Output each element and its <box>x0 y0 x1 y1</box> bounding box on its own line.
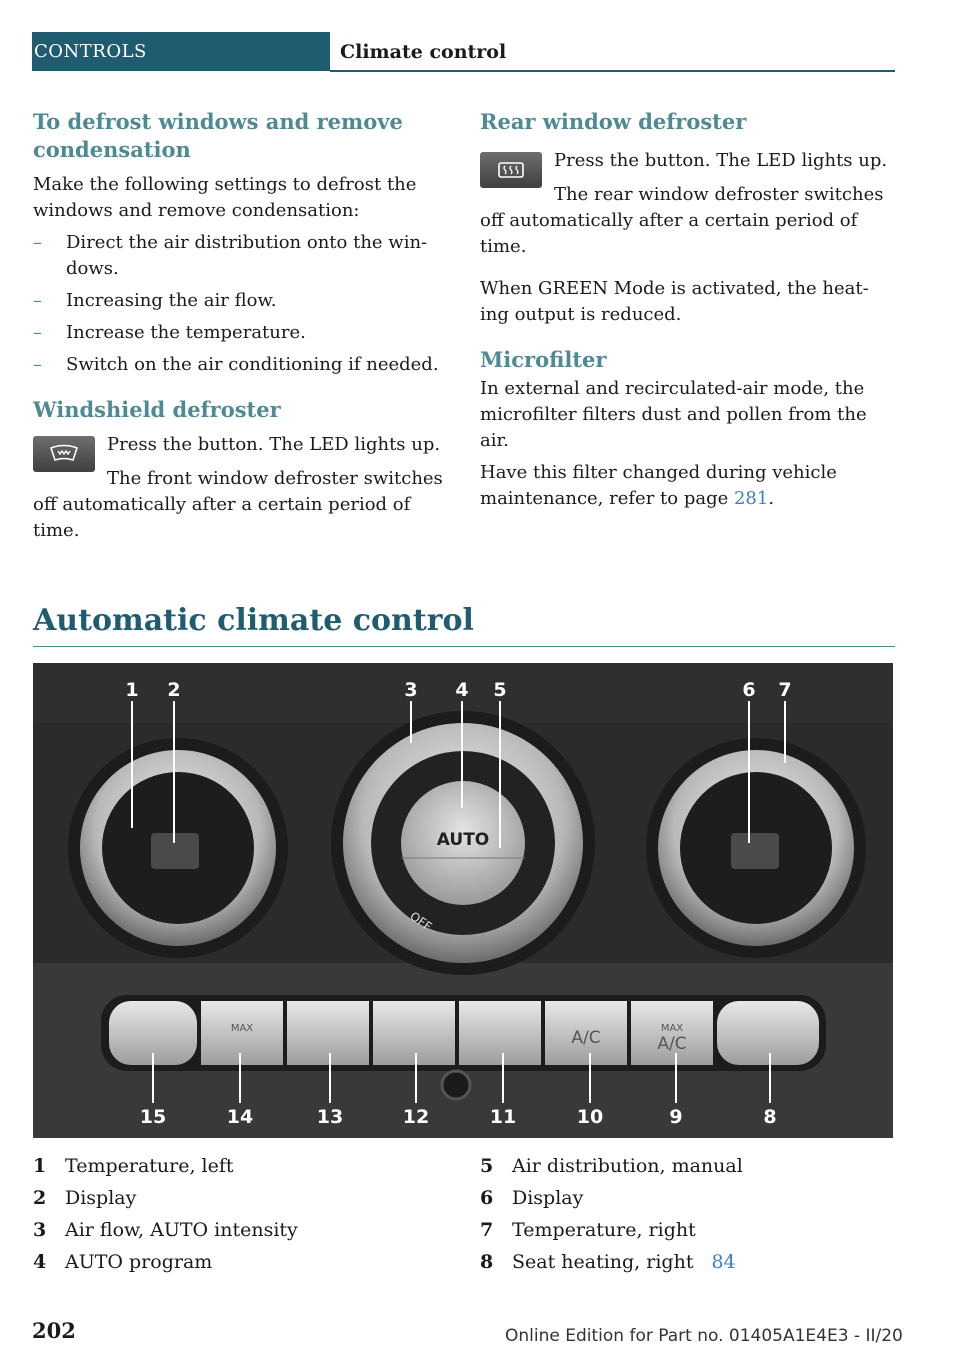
legend-item: 8 Seat heating, right 84 <box>480 1246 743 1278</box>
callout-13: 13 <box>316 1106 344 1128</box>
footer-text: Online Edition for Part no. 01405A1E4E3 - II/20 <box>505 1326 903 1346</box>
list-item: – Switch on the air conditioning if needed. <box>33 352 453 378</box>
callout-5: 5 <box>493 679 507 701</box>
callout-11: 11 <box>489 1106 517 1128</box>
legend-item: 6 Display <box>480 1187 584 1209</box>
legend-right <box>480 1150 743 1278</box>
page-link-281[interactable]: 281 <box>733 488 769 509</box>
left-temperature-knob <box>68 738 288 958</box>
defrost-intro: Make the following settings to defrost the windows and remove condensation: <box>33 174 417 221</box>
rear-line1: Press the button. The LED lights up. <box>554 150 888 171</box>
callout-3: 3 <box>404 679 418 701</box>
right-column <box>480 108 900 518</box>
legend-item: 3 Air flow, AUTO intensity <box>33 1219 298 1241</box>
legend-item: 1 Temperature, left <box>33 1155 234 1177</box>
windshield-defroster-icon <box>33 436 95 472</box>
defrost-heading: To defrost windows and remove condensation <box>33 109 403 162</box>
list-item: – Increasing the air flow. <box>33 288 453 314</box>
dash-icon: – <box>33 290 42 311</box>
green-mode-note: When GREEN Mode is activated, the heat‐ ing output is reduced. <box>480 278 869 325</box>
microfilter-p2: Have this filter changed during vehicle maintenance, refer to page 281. <box>480 462 837 509</box>
windshield-heading: Windshield defroster <box>33 397 281 422</box>
section-rule <box>33 646 895 647</box>
legend-item: 4 AUTO program <box>33 1251 213 1273</box>
dash-icon: – <box>33 354 42 375</box>
svg-text:OFF: OFF <box>407 908 435 934</box>
callout-10: 10 <box>576 1106 604 1128</box>
legend-item: 7 Temperature, right <box>480 1219 696 1241</box>
legend-item: 2 Display <box>33 1187 137 1209</box>
rear-heading: Rear window defroster <box>480 109 747 134</box>
left-column <box>33 108 453 550</box>
rear-defroster-icon <box>480 152 542 188</box>
callout-15: 15 <box>139 1106 167 1128</box>
callout-4: 4 <box>455 679 469 701</box>
legend-item: 5 Air distribution, manual <box>480 1155 743 1177</box>
callout-8: 8 <box>763 1106 777 1128</box>
list-item: – Direct the air distribution onto the win‐ dows. <box>33 232 428 279</box>
defrost-steps <box>33 230 453 378</box>
callout-9: 9 <box>669 1106 683 1128</box>
callout-14: 14 <box>226 1106 254 1128</box>
svg-text:MAX: MAX <box>230 1023 254 1034</box>
svg-text:A/C: A/C <box>571 1028 601 1048</box>
callout-7: 7 <box>778 679 792 701</box>
windshield-line1: Press the button. The LED lights up. <box>107 434 441 455</box>
climate-panel-illustration <box>33 663 893 1138</box>
page-number: 202 <box>32 1318 76 1343</box>
svg-text:AUTO: AUTO <box>436 830 490 850</box>
windshield-line2: The front window defroster switches off automatically after a certain period of time. <box>33 468 443 541</box>
rear-block <box>480 148 900 260</box>
dash-icon: – <box>33 322 42 343</box>
right-temperature-knob <box>646 738 866 958</box>
header-chapter: Climate control <box>340 40 507 63</box>
page-link-84[interactable]: 84 <box>711 1251 736 1273</box>
list-item: – Increase the temperature. <box>33 320 453 346</box>
callout-6: 6 <box>742 679 756 701</box>
windshield-block <box>33 432 453 544</box>
rear-line2: The rear window defroster switches off automatically after a certain period of time. <box>480 184 884 257</box>
callout-1: 1 <box>125 679 139 701</box>
microfilter-heading: Microfilter <box>480 347 607 372</box>
section-title: Automatic climate control <box>33 603 474 638</box>
svg-text:A/C: A/C <box>657 1034 687 1054</box>
header-rule <box>330 70 895 72</box>
dash-icon: – <box>33 232 42 253</box>
microfilter-p1: In external and recirculated-air mode, the microfilter filters dust and pollen from the air. <box>480 378 867 451</box>
callout-2: 2 <box>167 679 181 701</box>
legend-left <box>33 1150 298 1278</box>
header-section: CONTROLS <box>32 32 330 71</box>
climate-panel-photo <box>33 663 893 1138</box>
svg-text:MAX: MAX <box>660 1023 684 1034</box>
callout-12: 12 <box>402 1106 430 1128</box>
